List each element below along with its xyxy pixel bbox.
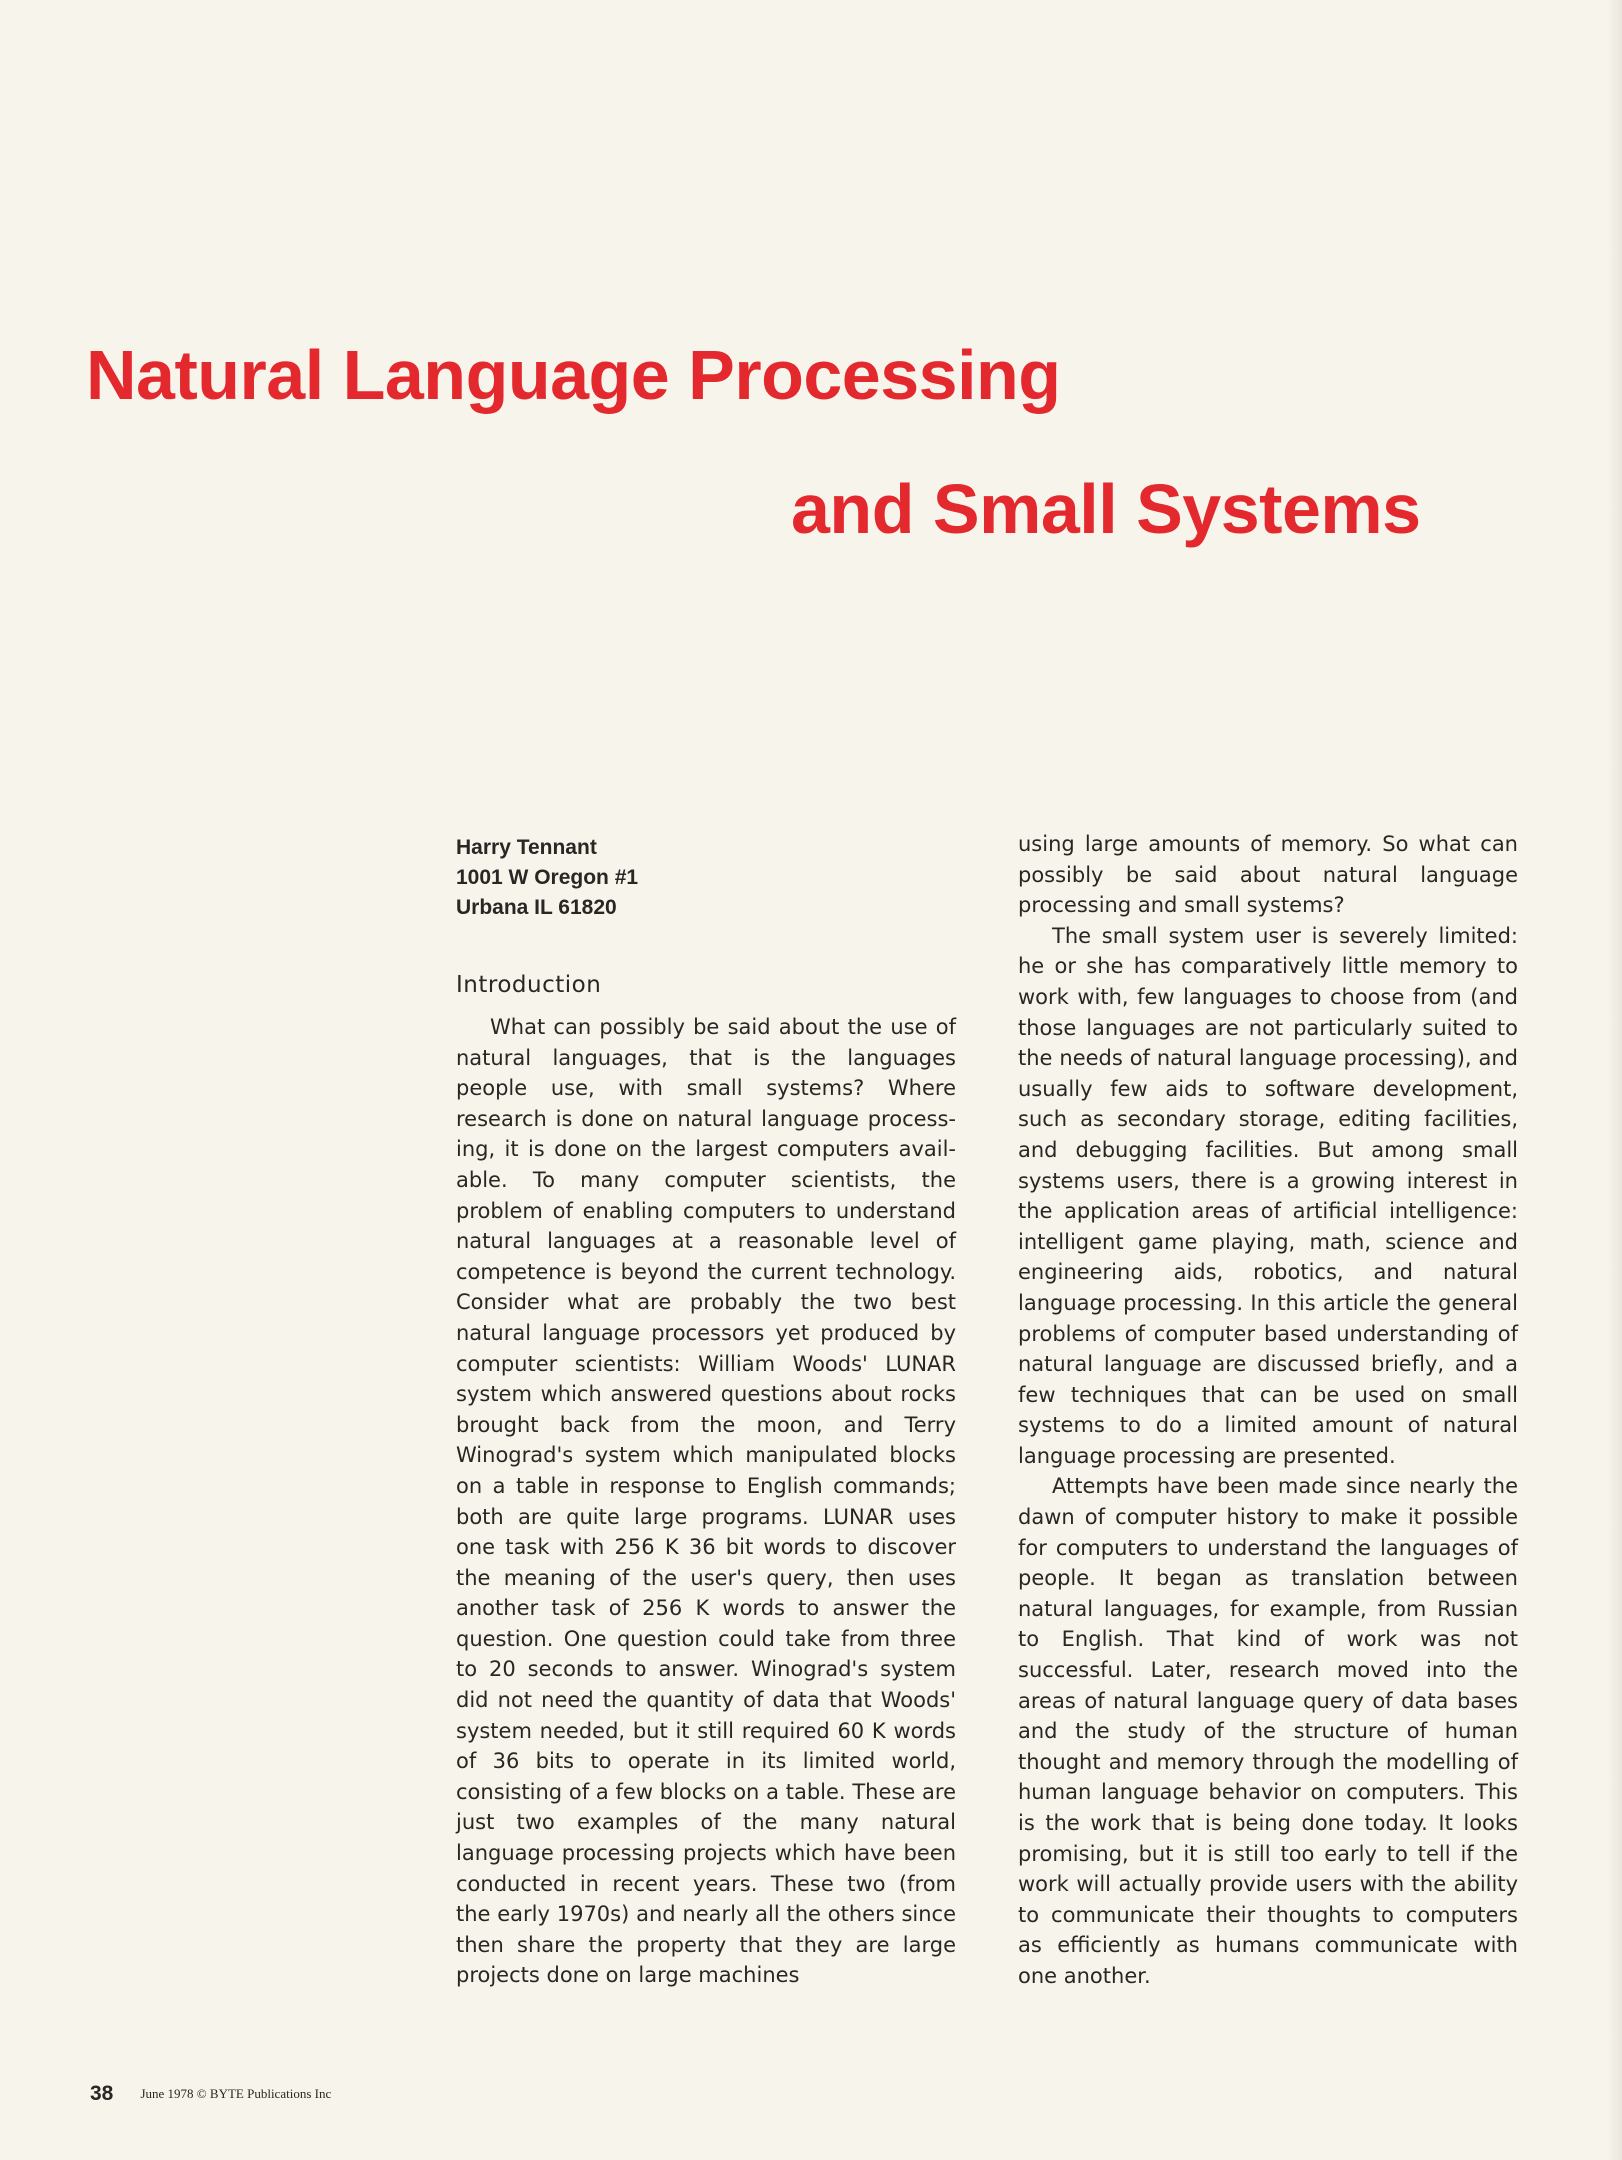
author-city: Urbana IL 61820 (456, 896, 617, 919)
author-address (456, 833, 638, 923)
author-name: Harry Tennant (456, 836, 597, 859)
author-street: 1001 W Oregon #1 (456, 866, 639, 889)
page-edge-shadow (1608, 0, 1622, 2160)
paragraph: using large amounts of memory. So what can possibly be said about natural language processing and small systems? (1018, 832, 1518, 918)
page-footer (90, 2082, 331, 2106)
paragraph: Attempts have been made since nearly the dawn of computer history to make it possible for computers to understand the languages of people. It began as translation between natural languages, for example, from Russian to English. That kind of work was not successful. Later, research moved into the areas of natural language query of data bases and the study of the structure of human thought and memory through the modelling of human language behavior on computers. This is the work that is being done today. It looks promising, but it is still too early to tell if the work will actually provide users with the ability to communicate their thoughts to computers as efficiently as humans communicate with one another. (1018, 1474, 1518, 1988)
publication-credit: June 1978 © BYTE Publications Inc (140, 2086, 332, 2101)
paragraph: The small system user is severely limited: he or she has comparatively little memory to work with, few languages to choose from (and those languages are not particularly suited to the needs of natural language processing), and usually few aids to software development, such as secondary storage, editing facilities, and debugging facilities. But among small systems users, there is a growing interest in the application areas of artificial intelligence: intelligent game playing, math, science and engineering aids, robotics, and natural language processing. In this article the general problems of computer based understanding of natural language are discussed briefly, and a few techniques that can be used on small systems to do a limited amount of natural language processing are presented. (1018, 923, 1518, 1468)
page-number: 38 (90, 2082, 114, 2105)
body-column-right (1018, 829, 1518, 1992)
body-column-left (456, 1012, 956, 1991)
article-title-line-2: and Small Systems (791, 470, 1421, 548)
section-heading: Introduction (456, 972, 602, 998)
paragraph: What can possibly be said about the use of natural languages, that is the languages people use, with small systems? Where research is done on natural language processing, it is done on the largest computers available. To many computer scientists, the problem of enabling computers to understand natural languages at a reasonable level of competence is beyond the current technology. Consider what are probably the two best natural language processors yet produced by computer scientists: William Woods' LUNAR system which answered questions about rocks brought back from the moon, and Terry Winograd's system which manipulated blocks on a table in response to English commands; both are quite large programs. LUNAR uses one task with 256 K 36 bit words to discover the meaning of the user's query, then uses another task of 256 K words to answer the question. One question could take from three to 20 seconds to answer. Winograd's system did not need the quantity of data that Woods' system needed, but it still required 60 K words of 36 bits to operate in its limited world, consisting of a few blocks on a table. These are just two examples of the many natural language processing projects which have been conducted in recent years. These two (from the early 1970s) and nearly all the others since then share the property that they are large projects done on large machines (456, 1015, 956, 1988)
article-title-line-1: Natural Language Processing (86, 336, 1061, 414)
